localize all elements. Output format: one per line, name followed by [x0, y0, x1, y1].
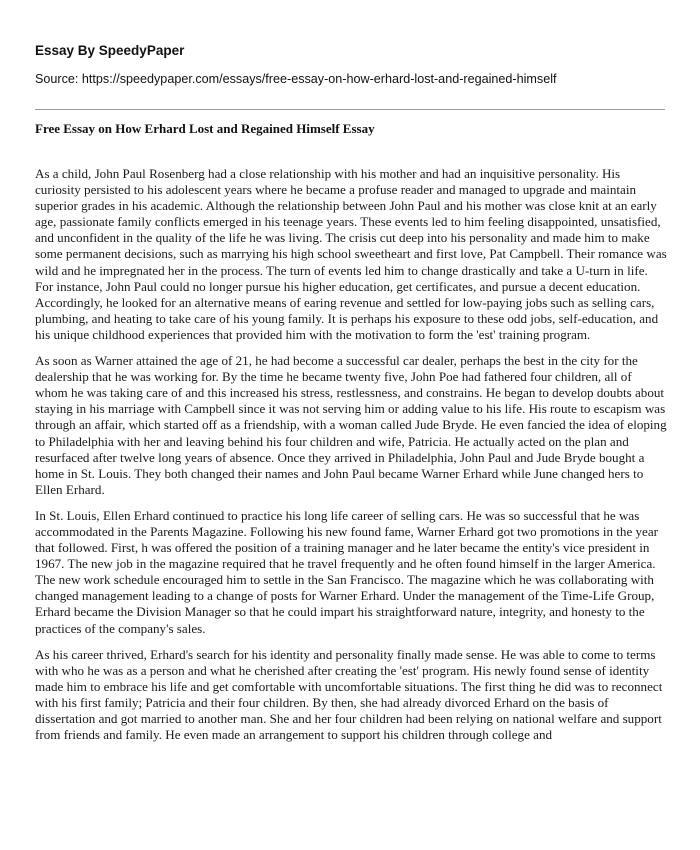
paragraph: As soon as Warner attained the age of 21, he had become a successful car dealer, perhaps the best in the city for the dealership that he was working for. By the time he became twenty five, John Poe had fathered four children, all of whom he was taking care of and this increased his stress, restlessness, and constrains. He began to develop doubts about staying in his marriage with Campbell since it was not serving him or adding value to his life. His route to escapism was through an affair, which started off as a friendship, with a woman called Jude Bryde. He even fancied the idea of eloping to Philadelphia with her and leaving behind his four children and wife, Patricia. He actually acted on the plan and resurfaced after twelve long years of absence. Once they arrived in Philadelphia, John Paul and Jude Bryde bought a home in St. Louis. They both changed their names and John Paul became Warner Erhard while June changed hers to Ellen Erhard.	[35, 353, 667, 497]
essay-body	[35, 166, 667, 753]
source-line: Source: https://speedypaper.com/essays/free-essay-on-how-erhard-lost-and-regained-himself	[35, 72, 557, 86]
header-divider	[35, 109, 665, 110]
paragraph: In St. Louis, Ellen Erhard continued to practice his long life career of selling cars. He was so successful that he was accommodated in the Parents Magazine. Following his new found fame, Warner Erhard got two promotions in the year that followed. First, h was offered the position of a training manager and he later became the entity's vice president in 1967. The new job in the magazine required that he travel frequently and he often found himself in the larger America. The new work schedule encouraged him to settle in the San Francisco. The magazine which he was collaborating with changed management leading to a change of posts for Warner Erhard. Under the management of the Time-Life Group, Erhard became the Division Manager so that he could impart his straightforward nature, integrity, and honesty to the practices of the company's sales.	[35, 507, 659, 636]
paragraph: As a child, John Paul Rosenberg had a close relationship with his mother and had an inquisitive personality. His curiosity persisted to his adolescent years where he became a profuse reader and managed to upgrade and maintain superior grades in his academic. Although the relationship between John Paul and his mother was close knit at an early age, passionate family conflicts emerged in his teenage years. These events led to him feeling disappointed, unsatisfied, and unconfident in the quality of the life he was living. The crisis cut deep into his personality and made him to make some permanent decisions, such as marrying his high school sweetheart and first love, Pat Campbell. Their romance was wild and he impregnated her in the process. The turn of events led him to change drastically and take a U-turn in life. For instance, John Paul could no longer pursue his higher education, get certificates, and pursue a decent education. Accordingly, he looked for an alternative means of earing revenue and settled for low-paying jobs such as selling cars, plumbing, and heating to take care of his young family. It is perhaps his exposure to these odd jobs, self-education, and his unique childhood experiences that provided him with the motivation to form the 'est' training program.	[35, 166, 667, 342]
paragraph: As his career thrived, Erhard's search for his identity and personality finally made sense. He was able to come to terms with who he was as a person and what he cherished after creating the 'est' program. His newly found sense of identity made him to embrace his life and get comfortable with uncomfortable situations. The first thing he did was to reconnect with his first family; Patricia and their four children. By then, she had already divorced Erhard on the basis of dissertation and got married to another man. She and her four children had been relying on national welfare and support from friends and family. He even made an arrangement to support his children through college and	[35, 646, 663, 743]
brand-title: Essay By SpeedyPaper	[35, 43, 185, 58]
essay-title: Free Essay on How Erhard Lost and Regained Himself Essay	[35, 121, 375, 136]
